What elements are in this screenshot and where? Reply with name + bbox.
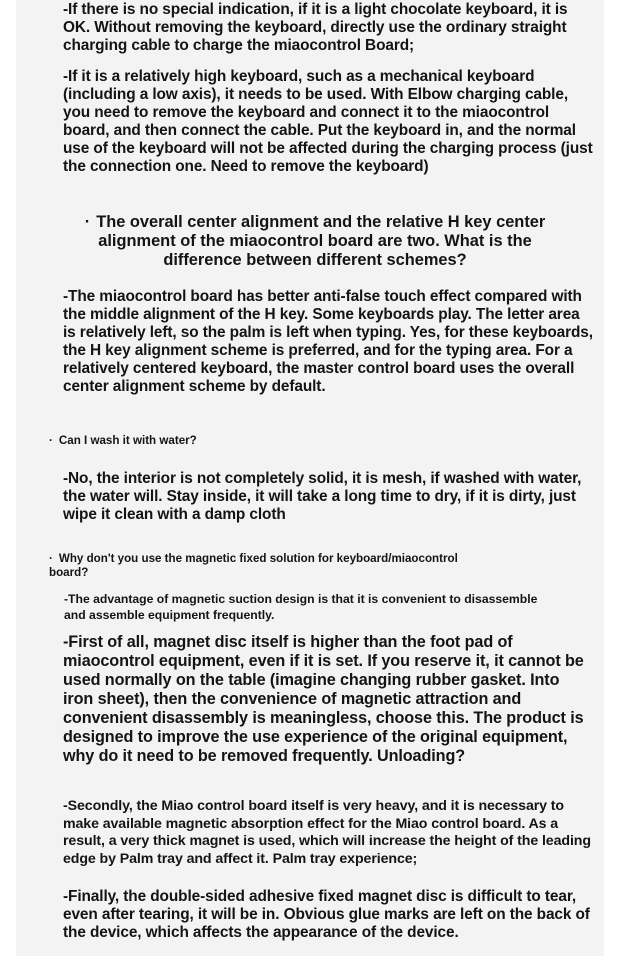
paragraph-charging-high-keyboard: -If it is a relatively high keyboard, such as a mechanical keyboard (including a low axis), it needs to be used. With Elbow charging cable, you need to remove the keyboard and connect it to the miaocontrol board, and then connect the cable. Put the keyboard in, and the normal use of the keyboard will not be affected during the charging process (just the connection one. Need to remove the keyboard) (63, 68, 593, 176)
question-alignment-schemes (60, 213, 570, 271)
bullet-dot: · (49, 434, 53, 447)
answer-alignment-schemes: -The miaocontrol board has better anti-false touch effect compared with the middle alignment of the H key. Some keyboards play. The letter area is relatively left, so the palm is left when typing. Yes, for these keyboards, the H key alignment scheme is preferred, and for the typing area. For a relatively centered keyboard, the master control board uses the overall center alignment scheme by default. (63, 288, 593, 396)
answer-magnetic-intro: -The advantage of magnetic suction design is that it is convenient to disassemble and assemble equipment frequently. (64, 592, 538, 622)
answer-magnetic-first: -First of all, magnet disc itself is higher than the foot pad of miaocontrol equipment, even if it is set. If you reserve it, it cannot be used normally on the table (imagine changing rubber gasket. Into iron sheet), then the convenience of magnetic attraction and convenient disassembly is meaningless, choose this. The product is designed to improve the use experience of the original equipment, why do it need to be removed frequently. Unloading? (63, 633, 584, 765)
bullet-dot: · (49, 552, 53, 565)
bullet-dot: · (84, 213, 91, 231)
question-wash-text: Can I wash it with water? (58, 434, 197, 447)
question-wash-water (49, 434, 469, 448)
paragraph-charging-light-keyboard: -If there is no special indication, if it is a light chocolate keyboard, it is OK. Without removing the keyboard, directly use the ordinary straight charging cable to charge the miaocontrol Board; (63, 1, 568, 55)
question-magnetic-text: Why don't you use the magnetic fixed solution for keyboard/miaocontrol board? (49, 552, 458, 580)
question-magnetic-solution (49, 552, 469, 581)
answer-magnetic-second: -Secondly, the Miao control board itself is very heavy, and it is necessary to make available magnetic absorption effect for the Miao control board. As a result, a very thick magnet is used, which will increase the height of the leading edge by Palm tray and affect it. Palm tray experience; (63, 798, 591, 867)
answer-magnetic-final: -Finally, the double-sided adhesive fixed magnet disc is difficult to tear, even after tearing, it will be in. Obvious glue marks are left on the back of the device, which affects the appearance of the device. (63, 888, 590, 942)
faq-page (16, 0, 604, 956)
question-alignment-text: The overall center alignment and the relative H key center alignment of the miaocontrol board are two. What is the difference between different schemes? (96, 213, 546, 270)
answer-wash-water: -No, the interior is not completely solid, it is mesh, if washed with water, the water will. Stay inside, it will take a long time to dry, if it is dirty, just wipe it clean with a damp cloth (63, 470, 582, 524)
